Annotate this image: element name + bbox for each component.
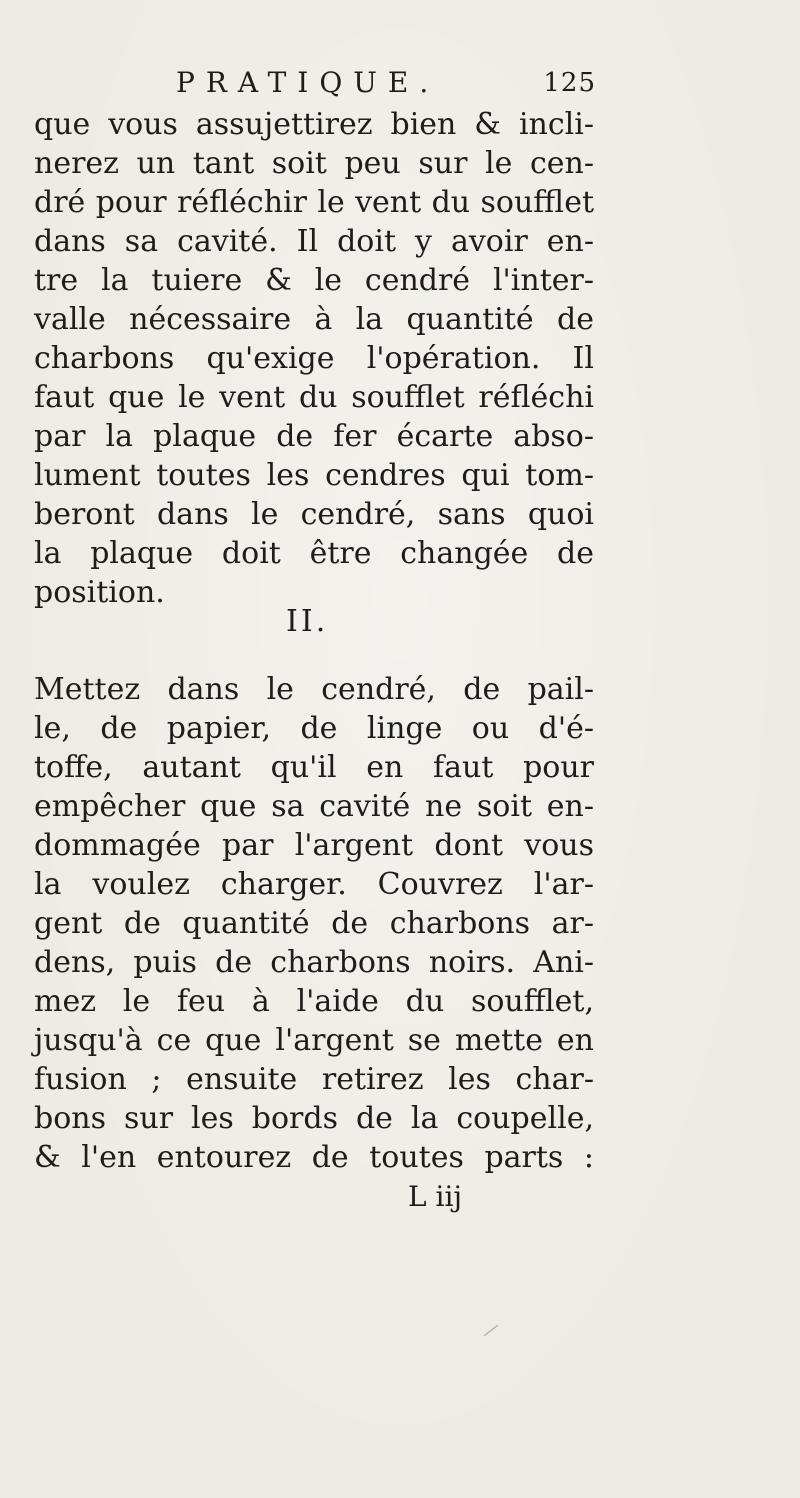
text-line: le, de papier, de linge ou d'é- [34, 711, 594, 746]
text-line: mez le feu à l'aide du soufflet, [34, 984, 594, 1019]
text-line: faut que le vent du soufflet réfléchi [34, 380, 594, 415]
text-line: que vous assujettirez bien & incli- [34, 107, 594, 142]
bleed-through-mark: / [481, 1318, 502, 1342]
text-line: fusion ; ensuite retirez les char- [34, 1062, 594, 1097]
text-line: dens, puis de charbons noirs. Ani- [34, 945, 594, 980]
text-line: jusqu'à ce que l'argent se mette en [34, 1023, 594, 1058]
running-head: PRATIQUE. [176, 66, 440, 99]
text-line: position. [34, 575, 165, 610]
text-line: par la plaque de fer écarte abso- [34, 419, 594, 454]
signature-mark: L iij [408, 1180, 463, 1213]
text-line: beront dans le cendré, sans quoi [34, 497, 594, 532]
text-line: dans sa cavité. Il doit y avoir en- [34, 224, 594, 259]
paragraph-2 [34, 670, 594, 1177]
text-line: bons sur les bords de la coupelle, [34, 1101, 594, 1136]
text-line: dré pour réfléchir le vent du soufflet [34, 185, 594, 220]
text-line: toffe, autant qu'il en faut pour [34, 750, 594, 785]
paragraph-1 [34, 105, 594, 612]
page-header [176, 66, 596, 106]
text-line: tre la tuiere & le cendré l'inter- [34, 263, 594, 298]
text-line: la plaque doit être changée de [34, 536, 594, 571]
text-line: charbons qu'exige l'opération. Il [34, 341, 594, 376]
text-line: la voulez charger. Couvrez l'ar- [34, 867, 594, 902]
text-line: valle nécessaire à la quantité de [34, 302, 594, 337]
page-number: 125 [543, 68, 596, 98]
text-line: dommagée par l'argent dont vous [34, 828, 594, 863]
text-line: nerez un tant soit peu sur le cen- [34, 146, 594, 181]
text-line: Mettez dans le cendré, de pail- [34, 672, 594, 707]
text-line: gent de quantité de charbons ar- [34, 906, 594, 941]
section-number: II. [286, 604, 329, 639]
text-line: lument toutes les cendres qui tom- [34, 458, 594, 493]
text-line: empêcher que sa cavité ne soit en- [34, 789, 594, 824]
text-line: & l'en entourez de toutes parts : [34, 1140, 594, 1175]
